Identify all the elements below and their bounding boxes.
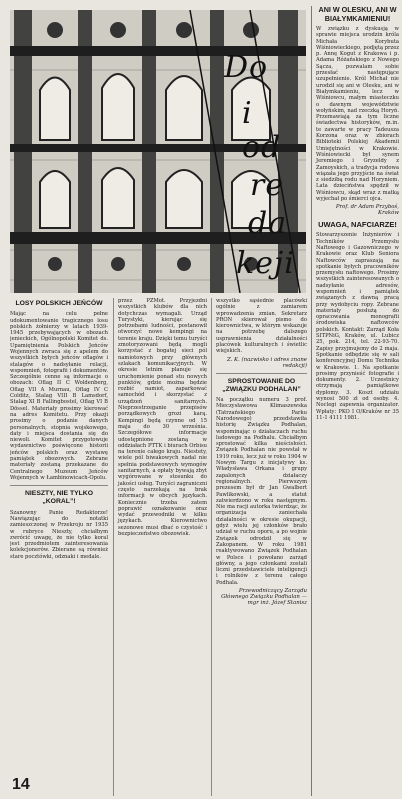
right-column-body: W związku z dyskusją w sprawie miejsca urodzin króla Michała Korybuta Wiśniowieckiego, podjętą przez p. Annę Kogut z Krakowa i p. Adama Różańskiego z Nowego Sącza, pozwalam sobie przesłać następujące uzupełnienie. Król Michał nie urodził się ani w Olesku, ani w Białymkamieniu, lecz w Wiśniowcu, małym miasteczku o dawnym województwie wołyńskim, nad rzeczką Horyń. Przemawiają za tym liczne świadectwa historyków, m.in. te zawarte w pracy Tadeusza Korzona oraz w zbiorach Biblioteki Polskiej Akademii Umiejętności w Krakowie. Wiśniowiecki był synem Jeremiego i Gryzeldy z Zamoyskich, a tradycja rodowa wiązała jego przyjście na świat z siedzibą rodu nad Horyniem. Lata dzieciństwa spędził w Wiśniowcu, skąd wraz z matką wyjechał po śmierci ojca. [316,26,399,203]
right-column [311,6,399,796]
script-word-6: keji [236,246,295,281]
column-2-body: przez PZMot. Przyjezdni wszystkich klubów dla nich dotychczas wymagali. Urząd Turystyki, kierując się potrzebami ludności, postanowił otworzyć nowe kempingi na terenie kraju. Dzięki temu turyści zmotoryzowani będą mogli korzystać z bogatej sieci pól namiotowych przy głównych szlakach komunikacyjnych. W okresie letnim planuje się uruchomienie ponad stu nowych punktów, gdzie można będzie rozbić namiot, zaparkować samochód i skorzystać z urządzeń sanitarnych. Nieprzestrzeganie przepisów porządkowych grozi karą. Kempingi będą czynne od 15 maja do 30 września. Szczegółowe informacje udostępnione zostaną w oddziałach PTTK i biurach Orbisu na terenie całego kraju. Niestety, wiele pól biwakowych nadal nie spełnia podstawowych wymogów sanitarnych, a opłaty bywają zbyt wygórowane w stosunku do jakości usług. Turyści zagraniczni często narzekają na brak informacji w obcych językach. Koniecznie trzeba zatem poprawić oznakowanie oraz wydać przewodniki w kilku językach. Kierownictwo sezonowe musi dbać o czystość i bezpieczeństwo obozowisk. [118,298,207,537]
column-3 [211,298,307,796]
script-word-3: od [242,130,282,165]
column-2 [113,298,207,796]
column-1-body-2: Szanowny Panie Redaktorze! Nawiązując do notatki zamieszczonej w Przekroju nr 1935 w rubryce Nieszty, chciałbym zwrócić uwagę, że nie tylko koral jest przedmiotem zainteresowania kolekcjonerów. Zbierane są również stare pocztówki, odznaki i medale. [10,509,108,560]
column-3-signature: Przewodniczący Zarządu Głównego Związku Podhalan — mgr inż. Józef Stanisz [221,587,307,606]
column-1-heading-2: NIESZTY, NIE TYLKO „KORAL”! [25,490,93,506]
column-3-body: wszystko sąsiednie placówki ogólnie z zamiarem wprowadzenia zmian. Sekretarz PRON skierował pismo do kierownictwa, w którym wskazuje na potrzebę dalszego usprawnienia działalności placówek kulturalnych i świetlic wiejskich. [216,298,307,355]
uwaga-heading: UWAGA, NAFCIARZE! [318,220,397,230]
column-1 [10,298,108,796]
page-number: 14 [12,776,30,793]
column-3-author: Z. K. (nazwisko i adres znane redakcji) [226,356,307,369]
script-word-5: da [248,206,288,241]
column-3-body-2: Na początku numeru 3 prof. Mieczysławowa Klimaszewska (Tatrzańskiego Parku Narodowego) przedstawiła historię Związku Podhalan, wspominając o działaczach ruchu ludowego na Podhalu. Chciałbym sprostować kilka nieścisłości. Związek Podhalan nie powstał w 1919 roku, lecz już w roku 1904 w Nowym Targu z inicjatywy ks. Władysława Orkana i grupy zapalonych działaczy regionalnych. Pierwszym prezesem był dr Jan Gwalbert Pawlikowski, a statut zatwierdzono w roku następnym. Nie ma racji autorka twierdząc, że organizacja zaniechała działalności w okresie okupacji, gdyż wielu jej członków brało udział w ruchu oporu, a po wojnie Związek odrodził się w Zakopanem. W roku 1981 reaktywowano Związek Podhalan w Polsce i powołano zarząd główny, a jego członkami zostali liczni przedstawiciele inteligencji i rolników z terenu całego Podhala. [216,397,307,586]
right-column-signature: Prof. dr Adam Przyboś, Kraków [335,204,399,217]
divider [10,485,108,486]
script-word-4: re [250,168,285,203]
script-word-1: Do [224,50,269,85]
uwaga-body: Stowarzyszenie Inżynierów i Techników Przemysłu Naftowego i Gazowniczego w Krakowie oraz Klub Seniora Naftowców zapraszają na spotkanie byłych pracowników przemysłu naftowego. Prosimy wszystkich zainteresowanych o nadsyłanie adresów, wspomnień i pamiątek związanych z dawną pracą przy wydobyciu ropy. Zebrane materiały posłużą do opracowania monografii środowiska naftowców polskich. Kontakt: Zarząd Koła SITPNiG, Kraków, ul. Lubicz 25, pok. 214, tel. 22-93-70. Zapisy przyjmujemy do 2 maja. Spotkanie odbędzie się w sali konferencyjnej Domu Technika w Krakowie. 1. Na spotkanie prosimy przynieść fotografie i dokumenty. 2. Uczestnicy otrzymają pamiątkowe dyplomy. 3. Koszt udziału wynosi 500 zł od osoby. 4. Noclegi zapewnia organizator. Wpłaty: PKO I O/Kraków nr 35 11-1 4111 1981. [316,232,399,421]
script-word-2: i [242,96,253,131]
divider [216,373,307,374]
column-1-body: Mając na celu pełne udokumentowanie tragicznego losu polskich żołnierzy w latach 1939-1945 przebywających w obozach jenieckich, Ogólnopolski Komitet ds. Upamiętnienia Polskich Jeńców Wojennych zwraca się z apelem do wszystkich byłych jeńców oflagów i stalagów o nadsyłanie relacji, wspomnień, fotografii i dokumentów. Szczególnie cenne są informacje o obozach: Oflag II C Woldenberg, Oflag VII A Murnau, Oflag IV C Colditz, Stalag VIII B Lamsdorf, Stalag XI B Fallingbostel, Oflag VI B Dössel. Materiały prosimy kierować na adres Komitetu. Przy okazji prosimy o podanie danych personalnych, stopnia wojskowego, daty i miejsca dostania się do niewoli. Komitet przygotowuje wydawnictwo poświęcone historii jeńców polskich oraz wystawę pamiątek obozowych. Zebrane materiały zostaną przekazane do Centralnego Muzeum Jeńców Wojennych w Łambinowicach-Opolu. [10,311,108,481]
right-column-heading: ANI W OLESKU, ANI W BIAŁYMKAMIENIU! [318,6,397,23]
column-3-heading: SPROSTOWANIE DO „ZWIĄZKU PODHALAN” [222,377,301,393]
ornate-illustration [10,10,306,293]
column-1-heading: LOSY POLSKICH JEŃCÓW [15,300,103,307]
